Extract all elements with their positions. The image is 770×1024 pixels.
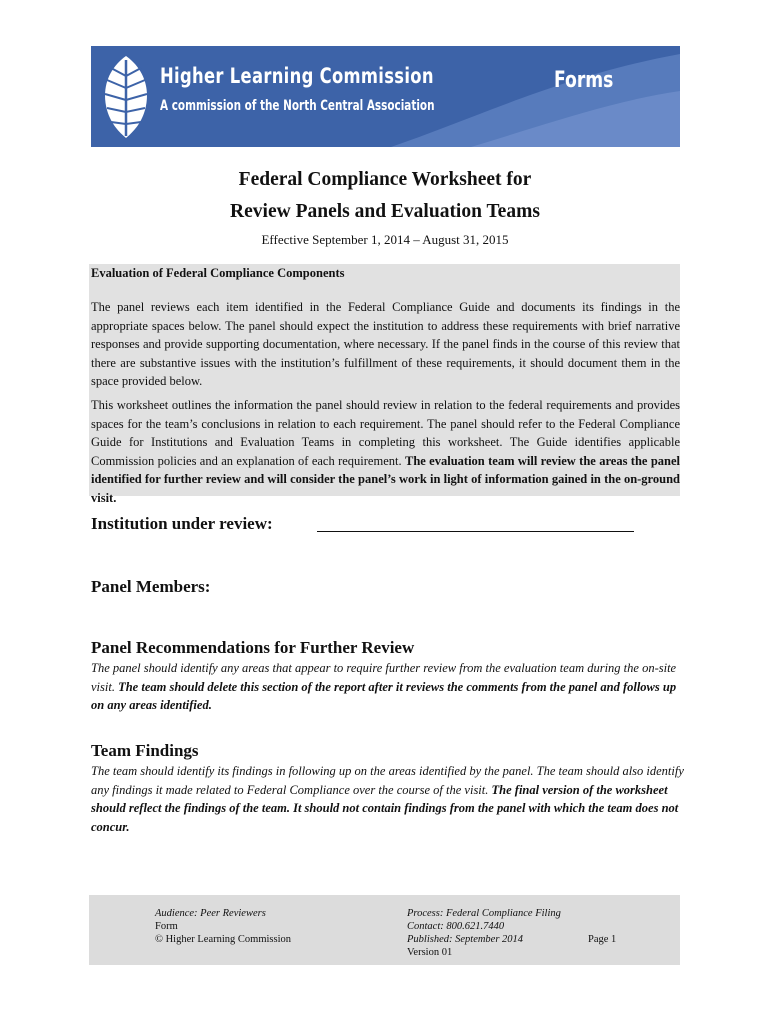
document-title-line2: Review Panels and Evaluation Teams bbox=[230, 201, 540, 222]
team-findings-text bbox=[91, 762, 686, 836]
panel-recommendations-text-bold: The team should delete this section of the report after it reviews the comments from the panel and follows up on any areas identified. bbox=[91, 679, 677, 712]
org-name: Higher Learning Commission bbox=[160, 64, 434, 88]
org-subtitle: A commission of the North Central Association bbox=[160, 98, 435, 114]
evaluation-paragraph-2-bold: The evaluation team will review the areas the panel identified for further review and will consider the panel’s work in light of information gained in the on-ground visit. bbox=[91, 453, 681, 505]
forms-label: Forms bbox=[554, 68, 614, 93]
footer-page-number: Page 1 bbox=[588, 934, 617, 945]
institution-input-line[interactable] bbox=[317, 531, 634, 532]
panel-recommendations-text bbox=[91, 659, 686, 715]
footer-form: Form bbox=[155, 921, 178, 932]
leaf-logo-icon bbox=[99, 54, 153, 140]
footer-version: Version 01 bbox=[407, 947, 453, 958]
panel-members-label: Panel Members: bbox=[91, 577, 211, 596]
team-findings-text-plain: The team should identify its findings in following up on the areas identified by the panel. The team should also identify any findings it made related to Federal Compliance over the course of the visit. bbox=[91, 764, 684, 797]
document-title-line1: Federal Compliance Worksheet for bbox=[238, 169, 532, 190]
evaluation-paragraph-2 bbox=[91, 396, 680, 507]
panel-recommendations-heading: Panel Recommendations for Further Review bbox=[91, 638, 415, 657]
panel-recommendations-text-plain: The panel should identify any areas that appear to require further review from the evaluation team during the on-site visit. bbox=[91, 661, 677, 694]
evaluation-paragraph-1: The panel reviews each item identified in the Federal Compliance Guide and documents its findings in the appropriate spaces below. The panel should expect the institution to address these requirements with brief narrative responses and provide supporting documentation, where necessary. If the panel finds in the course of this review that there are substantive issues with the institution’s fulfillment of these requirements, it should document them in the space provided below. bbox=[91, 300, 680, 388]
header-banner bbox=[91, 46, 680, 147]
evaluation-paragraph-2-text: This worksheet outlines the information the panel should review in relation to the federal requirements and provides spaces for the team’s conclusions in relation to each requirement. The panel should refer to the Federal Compliance Guide for Institutions and Evaluation Teams in completing this worksheet. The Guide identifies applicable Commission policies and an explanation of each requirement. bbox=[91, 398, 680, 468]
footer-copyright: © Higher Learning Commission bbox=[155, 934, 292, 945]
footer-process: Process: Federal Compliance Filing bbox=[407, 908, 561, 919]
footer-audience: Audience: Peer Reviewers bbox=[155, 908, 266, 919]
footer-contact: Contact: 800.621.7440 bbox=[407, 921, 505, 932]
evaluation-section-heading: Evaluation of Federal Compliance Components bbox=[91, 266, 345, 280]
institution-label: Institution under review: bbox=[91, 514, 273, 533]
footer-published: Published: September 2014 bbox=[407, 934, 524, 945]
banner-swoosh-decoration bbox=[91, 46, 680, 147]
team-findings-text-bold: The final version of the worksheet should reflect the findings of the team. It should not contain findings from the panel with which the team does not concur. bbox=[91, 782, 679, 834]
effective-dates: Effective September 1, 2014 – August 31, 2015 bbox=[261, 232, 509, 247]
team-findings-heading: Team Findings bbox=[91, 741, 199, 760]
